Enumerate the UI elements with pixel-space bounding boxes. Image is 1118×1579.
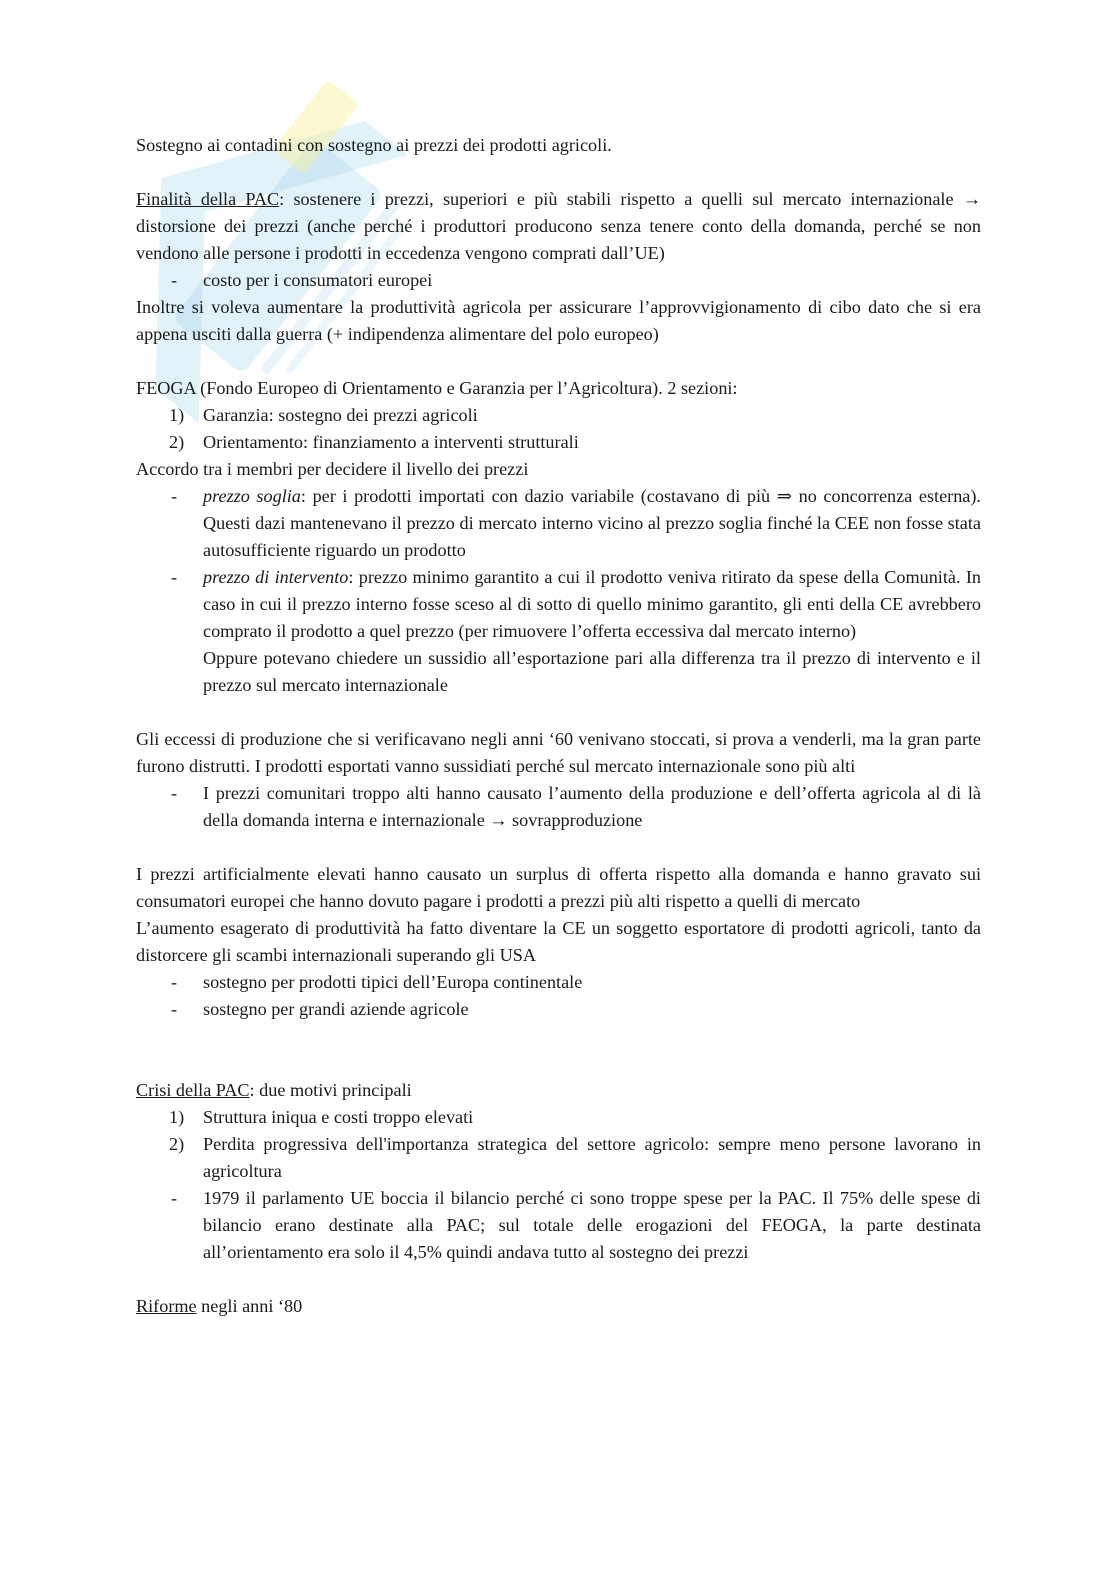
prezzo-intervento-text: : prezzo minimo garantito a cui il prodotto veniva ritirato da spese della Comunità. In caso in cui il prezzo interno fosse sceso al di sotto di quello minimo garantito, gli enti della CE avrebbero comprato il prodotto a quel prezzo (per rimuovere l’offerta eccessiva dal mercato interno): [203, 567, 981, 641]
crisi-paragraph: [136, 1077, 981, 1104]
dash-marker: -: [171, 270, 178, 290]
riforme-paragraph: [136, 1293, 981, 1320]
list-item: [136, 1131, 981, 1185]
feoga-item-2: Orientamento: finanziamento a interventi strutturali: [203, 432, 579, 452]
crisi-heading: Crisi della PAC: [136, 1080, 250, 1100]
list-item: [136, 969, 981, 996]
riforme-heading: Riforme: [136, 1296, 197, 1316]
list-item: [136, 429, 981, 456]
list-item: [136, 564, 981, 645]
crisi-bullet: 1979 il parlamento UE boccia il bilancio perché ci sono troppe spese per la PAC. Il 75% delle spese di bilancio erano destinate alla PAC; sul totale delle erogazioni del FEOGA, la parte destinata all’orientamento era solo il 4,5% quindi andava tutto al sostegno dei prezzi: [203, 1188, 981, 1262]
prezzi-paragraph-1: I prezzi artificialmente elevati hanno causato un surplus di offerta rispetto alla domanda e hanno gravato sui consumatori europei che hanno dovuto pagare i prodotti a prezzi più alti rispetto a quelli di mercato: [136, 864, 981, 911]
dash-marker: -: [171, 972, 178, 992]
list-item: [136, 483, 981, 564]
prezzi-bullet-1: sostegno per prodotti tipici dell’Europa continentale: [203, 972, 583, 992]
crisi-item-2: Perdita progressiva dell'importanza strategica del settore agricolo: sempre meno persone lavorano in agricoltura: [203, 1134, 981, 1181]
number-marker: 2): [169, 432, 185, 452]
list-item-continuation: [136, 645, 981, 699]
eccessi-bullet: I prezzi comunitari troppo alti hanno causato l’aumento della produzione e dell’offerta agricola al di là della domanda interna e internazionale → sovrapproduzione: [203, 783, 981, 830]
list-item: [136, 1104, 981, 1131]
prezzo-soglia-term: prezzo soglia: [203, 486, 301, 506]
finalita-paragraph: [136, 186, 981, 267]
dash-marker: -: [171, 567, 178, 587]
finalita-after: Inoltre si voleva aumentare la produttività agricola per assicurare l’approvvigionamento di cibo dato che si era appena usciti dalla guerra (+ indipendenza alimentare del polo europeo): [136, 297, 981, 344]
number-marker: 1): [169, 1107, 185, 1127]
finalita-text: : sostenere i prezzi, superiori e più stabili rispetto a quelli sul mercato internazionale → distorsione dei prezzi (anche perché i produttori producono senza tenere conto della domanda, perché se non vendono alle persone i prodotti in eccedenza vengono comprati dall’UE): [136, 189, 982, 263]
list-item: [136, 780, 981, 834]
intro-paragraph: Sostegno ai contadini con sostegno ai prezzi dei prodotti agricoli.: [136, 135, 612, 155]
crisi-text: : due motivi principali: [249, 1080, 412, 1100]
prezzi-bullet-2: sostegno per grandi aziende agricole: [203, 999, 469, 1019]
crisi-item-1: Struttura iniqua e costi troppo elevati: [203, 1107, 474, 1127]
feoga-item-1: Garanzia: sostegno dei prezzi agricoli: [203, 405, 478, 425]
finalita-bullet: costo per i consumatori europei: [203, 270, 433, 290]
list-item: [136, 267, 981, 294]
prezzi-paragraph-2: L’aumento esagerato di produttività ha fatto diventare la CE un soggetto esportatore di prodotti agricoli, tanto da distorcere gli scambi internazionali superando gli USA: [136, 918, 981, 965]
prezzo-intervento-extra: Oppure potevano chiedere un sussidio all’esportazione pari alla differenza tra il prezzo di intervento e il prezzo sul mercato internazionale: [203, 648, 981, 695]
list-item: [136, 1185, 981, 1266]
feoga-accordo: Accordo tra i membri per decidere il livello dei prezzi: [136, 459, 529, 479]
dash-marker: -: [171, 486, 178, 506]
dash-marker: -: [171, 783, 178, 803]
document-body: [136, 132, 981, 1320]
dash-marker: -: [171, 1188, 178, 1208]
dash-marker: -: [171, 999, 178, 1019]
prezzo-soglia-text: : per i prodotti importati con dazio variabile (costavano di più ⇒ no concorrenza esterna). Questi dazi mantenevano il prezzo di mercato interno vicino al prezzo soglia finché la CEE non fosse stata autosufficiente riguardo un prodotto: [203, 486, 981, 560]
list-item: [136, 402, 981, 429]
eccessi-paragraph: Gli eccessi di produzione che si verificavano negli anni ‘60 venivano stoccati, si prova a venderli, ma la gran parte furono distrutti. I prodotti esportati vanno sussidiati perché sul mercato internazionale sono più alti: [136, 729, 981, 776]
feoga-intro: FEOGA (Fondo Europeo di Orientamento e Garanzia per l’Agricoltura). 2 sezioni:: [136, 378, 738, 398]
prezzo-intervento-term: prezzo di intervento: [203, 567, 349, 587]
list-item: [136, 996, 981, 1023]
number-marker: 2): [169, 1134, 185, 1154]
number-marker: 1): [169, 405, 185, 425]
riforme-text: negli anni ‘80: [196, 1296, 303, 1316]
finalita-heading: Finalità della PAC: [136, 189, 280, 209]
